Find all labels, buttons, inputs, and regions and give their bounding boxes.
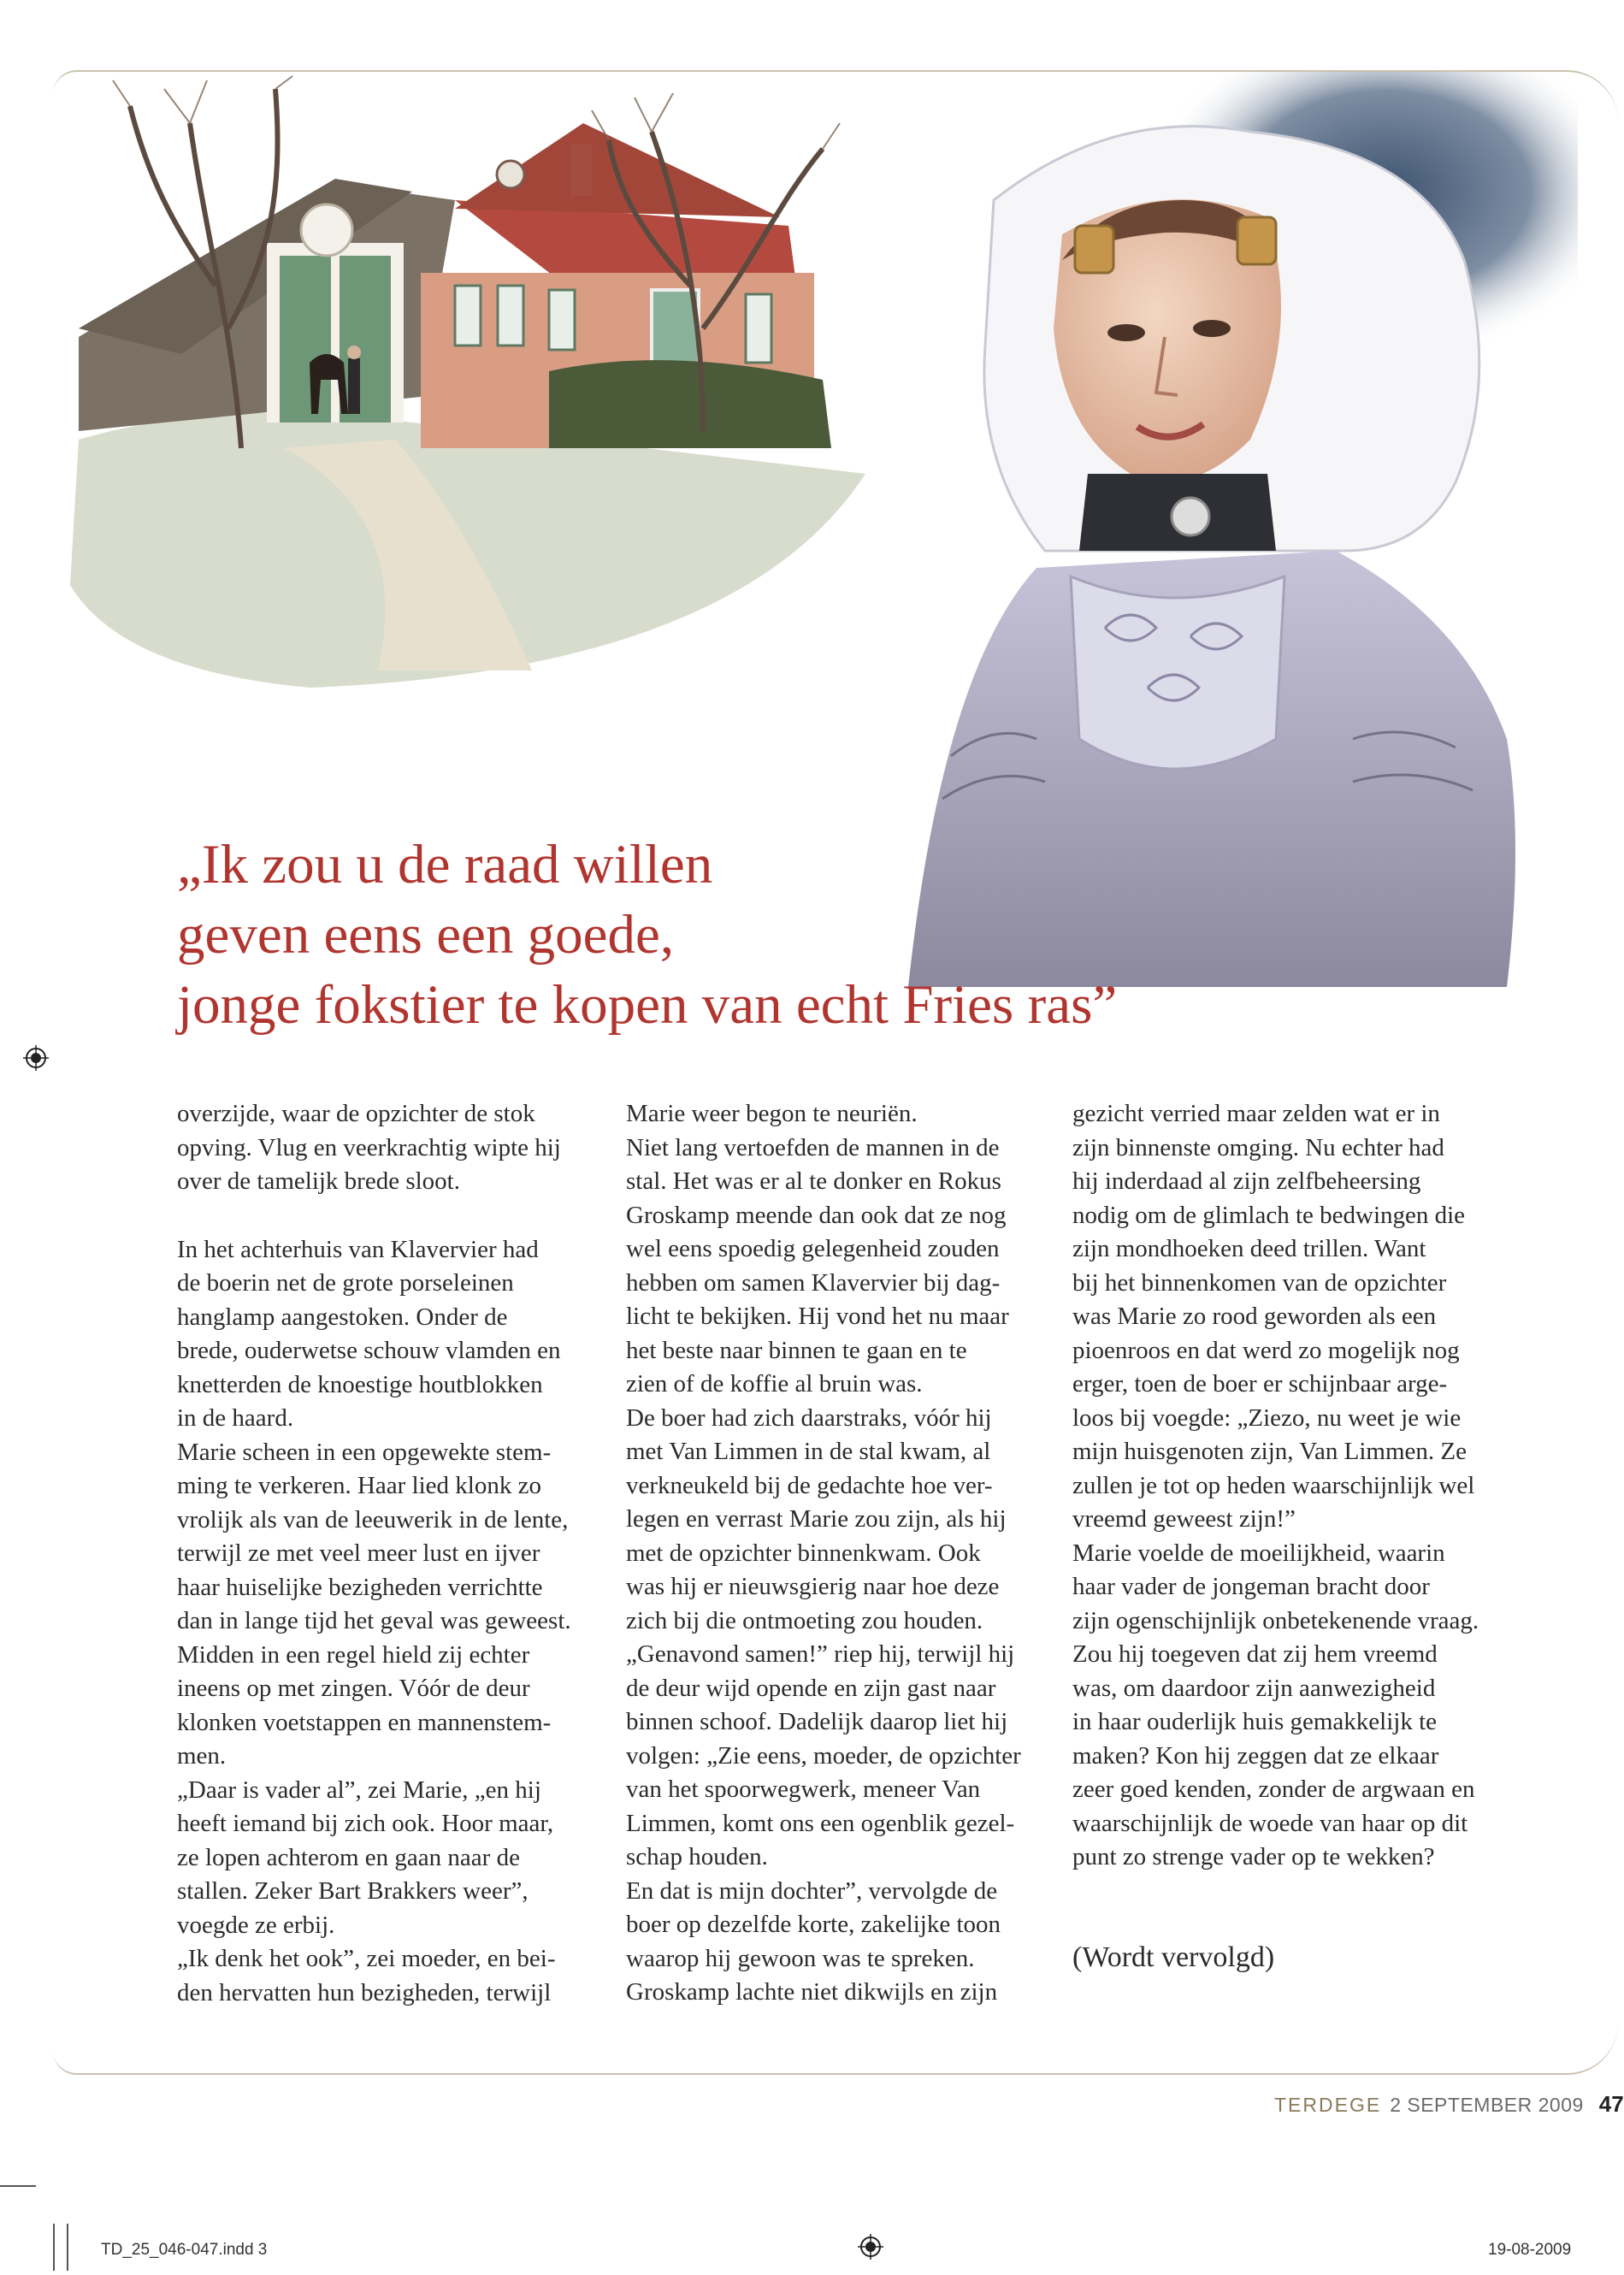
body-text-line: met Van Limmen in de stal kwam, al (626, 1438, 991, 1465)
body-text-line: zeer goed kenden, zonder de argwaan en (1072, 1776, 1475, 1803)
body-text-line: men. (177, 1742, 227, 1770)
body-text-line: hebben om samen Klavervier bij dag- (626, 1268, 1001, 1297)
body-text-line: het beste naar binnen te gaan en te (626, 1336, 967, 1364)
body-text-line: van het spoorwegwerk, meneer Van (626, 1776, 981, 1803)
body-text-line: verkneukeld bij de gedachte hoe ver- (626, 1471, 993, 1499)
body-text-line: vrolijk als van de leeuwerik in de lente, (177, 1505, 569, 1533)
body-text-line: gezicht verried maar zelden wat er in (1072, 1100, 1440, 1127)
body-text-line: stallen. Zeker Bart Brakkers weer”, (177, 1877, 529, 1905)
body-text-line: En dat is mijn dochter”, vervolgde de (626, 1876, 998, 1905)
body-text-line: licht te bekijken. Hij vond het nu maar (626, 1303, 1009, 1330)
registration-mark-icon (23, 1045, 49, 1071)
body-text-line: zijn binnenste omging. Nu echter had (1072, 1133, 1444, 1161)
body-text-line: bij het binnenkomen van de opzichter (1072, 1268, 1447, 1297)
body-text-line: waarschijnlijk de woede van haar op dit (1072, 1809, 1468, 1837)
crop-mark (0, 2185, 36, 2187)
body-text-line: loos bij voegde: „Ziezo, nu weet je wie (1072, 1403, 1462, 1432)
body-text-line: terwijl ze met veel meer lust en ijver (177, 1539, 540, 1567)
body-text-line: ming te verkeren. Haar lied klonk zo (177, 1472, 541, 1499)
body-text-line: In het achterhuis van Klavervier had (177, 1235, 539, 1263)
body-text-line: Groskamp meende dan ook dat ze nog (626, 1201, 1007, 1229)
body-text-line: was, om daardoor zijn aanwezigheid (1072, 1674, 1436, 1702)
body-text-line: legen en verrast Marie zou zijn, als hij (626, 1505, 1007, 1533)
body-text-line: „Daar is vader al”, zei Marie, „en hij (177, 1776, 541, 1804)
body-text-line: punt zo strenge vader op te wekken? (1072, 1843, 1435, 1870)
registration-mark-icon (858, 2234, 883, 2260)
body-text-line: De boer had zich daarstraks, vóór hij (626, 1403, 992, 1432)
body-text-line: volgen: „Zie eens, moeder, de opzichter (626, 1741, 1021, 1770)
page-footer (1274, 2091, 1624, 2125)
body-text-line: waarop hij gewoon was te spreken. (626, 1944, 975, 1972)
body-text-line: Limmen, komt ons een ogenblik gezel- (626, 1809, 1015, 1837)
body-text-line: „Genavond samen!” riep hij, terwijl hij (626, 1640, 1015, 1668)
body-text-line: Groskamp lachte niet dikwijls en zijn (626, 1978, 998, 2006)
body-text-line: over de tamelijk brede sloot. (177, 1167, 460, 1195)
body-text-line: ineens op met zingen. Vóór de deur (177, 1675, 530, 1702)
body-text-line: „Ik denk het ook”, zei moeder, en bei- (177, 1945, 556, 1972)
headline-line: geven eens een goede, (177, 904, 675, 966)
body-text-line: zullen je tot op heden waarschijnlijk wel (1072, 1471, 1475, 1499)
body-text-line: wel eens spoedig gelegenheid zouden (626, 1235, 1000, 1262)
body-text-line: Marie scheen in een opgewekte stem- (177, 1438, 552, 1466)
body-text-line: de deur wijd opende en zijn gast naar (626, 1674, 996, 1702)
body-text-line: pioenroos en dat werd zo mogelijk nog (1072, 1336, 1460, 1364)
body-text-line: binnen schoof. Dadelijk daarop liet hij (626, 1708, 1008, 1735)
body-text-line: hanglamp aangestoken. Onder de (177, 1303, 508, 1331)
text-column-2 (626, 1097, 1045, 2010)
body-text-line: was hij er nieuwsgierig naar hoe deze (626, 1573, 1000, 1600)
body-text-line: met de opzichter binnenkwam. Ook (626, 1539, 981, 1567)
body-text-line: ze lopen achterom en gaan naar de (177, 1843, 520, 1871)
body-text-line: haar huiselijke bezigheden verrichtte (177, 1573, 543, 1601)
crop-mark (67, 2224, 68, 2271)
body-text-line: haar vader de jongeman bracht door (1072, 1573, 1430, 1600)
body-text-line: Marie weer begon te neuriën. (626, 1100, 918, 1127)
slug-file-name: TD_25_046-047.indd 3 (101, 2241, 268, 2259)
body-text-line: nodig om de glimlach te bedwingen die (1072, 1201, 1466, 1229)
body-text-line: brede, ouderwetse schouw vlamden en (177, 1337, 561, 1364)
body-text-line: in haar ouderlijk huis gemakkelijk te (1072, 1708, 1438, 1735)
body-text-line: schap houden. (626, 1843, 768, 1870)
continued-note: (Wordt vervolgd) (1072, 1941, 1275, 1973)
body-text-line: overzijde, waar de opzichter de stok (177, 1100, 535, 1127)
farmhouse-scene (70, 76, 865, 688)
text-column-1 (177, 1097, 596, 2010)
body-text-line: den hervatten hun bezigheden, terwijl (177, 1978, 552, 2006)
body-text-line: zijn mondhoeken deed trillen. Want (1072, 1235, 1426, 1262)
body-text-line: zich bij die ontmoeting zou houden. (626, 1606, 983, 1634)
body-text-line: klonken voetstappen en mannenstem- (177, 1708, 552, 1736)
headline-line: „Ik zou u de raad willen (177, 834, 713, 895)
body-text-line: dan in lange tijd het geval was geweest. (177, 1607, 571, 1634)
body-text-line: Zou hij toegeven dat zij hem vreemd (1072, 1640, 1438, 1668)
magazine-name: TERDEGE (1274, 2094, 1382, 2116)
headline-line: jonge fokstier te kopen van echt Fries ras” (177, 974, 1118, 1036)
headline (177, 830, 1417, 1040)
body-text-line: voegde ze erbij. (177, 1911, 335, 1939)
crop-mark (53, 2224, 55, 2271)
body-text-line: hij inderdaad al zijn zelfbeheersing (1072, 1167, 1421, 1195)
body-text-line: zien of de koffie al bruin was. (626, 1370, 923, 1398)
body-text-line: mijn huisgenoten zijn, Van Limmen. Ze (1072, 1438, 1467, 1465)
body-text-line: was Marie zo rood geworden als een (1072, 1303, 1437, 1330)
body-text-line: stal. Het was er al te donker en Rokus (626, 1167, 1001, 1195)
body-text-line: zijn ogenschijnlijk onbetekenende vraag. (1072, 1606, 1479, 1634)
body-text-line: maken? Kon hij zeggen dat ze elkaar (1072, 1741, 1439, 1770)
body-text-line: erger, toen de boer er schijnbaar arge- (1072, 1370, 1448, 1398)
body-text-line: heeft iemand bij zich ook. Hoor maar, (177, 1810, 554, 1837)
body-text-line: opving. Vlug en veerkrachtig wipte hij (177, 1133, 561, 1161)
body-text-line: vreemd geweest zijn!” (1072, 1505, 1296, 1533)
body-text-line: knetterden de knoestige houtblokken (177, 1370, 543, 1398)
text-column-3 (1072, 1097, 1491, 1974)
body-text-line: Niet lang vertoefden de mannen in de (626, 1133, 1000, 1161)
body-text-line: Midden in een regel hield zij echter (177, 1640, 530, 1669)
body-text-line: de boerin net de grote porseleinen (177, 1269, 514, 1297)
body-text-line: boer op dezelfde korte, zakelijke toon (626, 1911, 1001, 1938)
page-number: 47 (1598, 2091, 1624, 2117)
paragraph-gap (177, 1199, 596, 1233)
issue-date: 2 SEPTEMBER 2009 (1390, 2094, 1584, 2116)
slug-date: 19-08-2009 (1488, 2241, 1572, 2259)
body-text-line: in de haard. (177, 1404, 294, 1432)
body-text-line: Marie voelde de moeilijkheid, waarin (1072, 1539, 1445, 1567)
